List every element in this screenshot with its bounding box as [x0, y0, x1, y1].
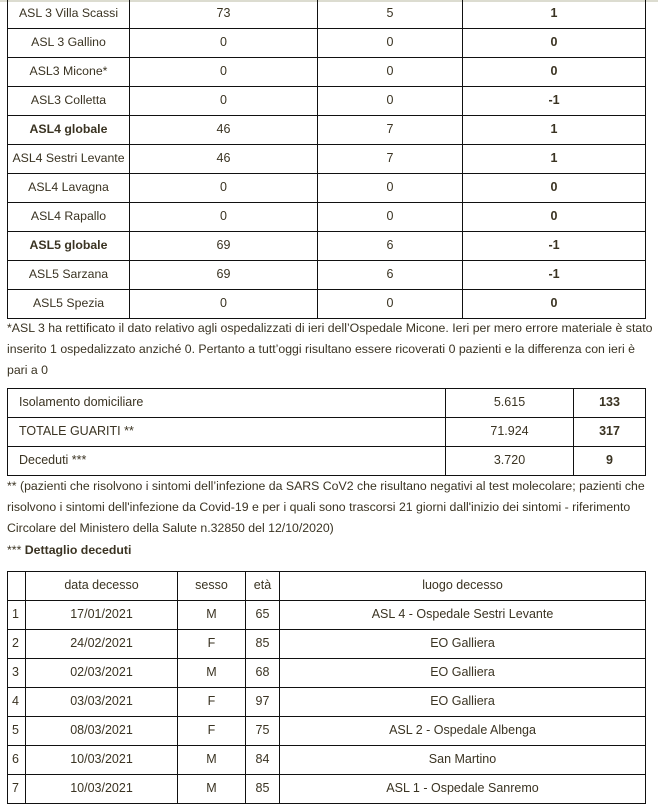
deaths-detail-heading — [7, 543, 131, 557]
summary-row — [8, 418, 646, 447]
hospital-name: ASL3 Colletta — [8, 87, 130, 116]
deaths-heading-prefix: *** — [7, 543, 22, 557]
death-num: 4 — [8, 688, 26, 717]
header-age: età — [246, 572, 280, 601]
hospital-value-2: 0 — [318, 29, 463, 58]
summary-label: Deceduti *** — [8, 447, 446, 476]
hospitalized-table — [7, 0, 646, 319]
death-num: 1 — [8, 601, 26, 630]
micone-correction-note: *ASL 3 ha rettificato il dato relativo agli ospedalizzati di ieri dell’Ospedale Micone. Ieri per mero errore materiale è stato inserito 1 ospedalizzato anziché 0. Pertanto a tutt’oggi risultano essere ricoverati 0 pazienti e la differenza con ieri è pari a 0 — [7, 321, 653, 377]
hospital-delta: 0 — [463, 174, 646, 203]
hospital-name: ASL4 Rapallo — [8, 203, 130, 232]
death-age: 85 — [246, 630, 280, 659]
hospital-row — [8, 87, 646, 116]
death-age: 85 — [246, 775, 280, 804]
death-num: 7 — [8, 775, 26, 804]
header-place: luogo decesso — [280, 572, 646, 601]
hospital-name: ASL 3 Villa Scassi — [8, 0, 130, 29]
deaths-heading-text: Dettaglio deceduti — [24, 543, 132, 557]
hospital-delta: -1 — [463, 261, 646, 290]
death-place: ASL 4 - Ospedale Sestri Levante — [280, 601, 646, 630]
death-row — [8, 717, 646, 746]
hospital-row — [8, 203, 646, 232]
death-sex: F — [178, 630, 246, 659]
death-date: 17/01/2021 — [26, 601, 178, 630]
hospital-value-2: 7 — [318, 116, 463, 145]
hospital-name: ASL5 globale — [8, 232, 130, 261]
death-date: 10/03/2021 — [26, 746, 178, 775]
death-age: 75 — [246, 717, 280, 746]
death-place: EO Galliera — [280, 630, 646, 659]
guariti-definition-note: ** (pazienti che risolvono i sintomi dell’infezione da SARS CoV2 che risultano negativi al test molecolare; pazienti che risolvono i sintomi dell'infezione da Covid-19 e per i quali sono trascorsi 21 giorni dall'inizio dei sintomi - riferimento Circolare del Ministero della Salute n.32850 del 12/10/2020) — [7, 479, 645, 535]
death-date: 03/03/2021 — [26, 688, 178, 717]
summary-label: TOTALE GUARITI ** — [8, 418, 446, 447]
hospital-delta: 0 — [463, 58, 646, 87]
death-place: EO Galliera — [280, 659, 646, 688]
hospital-name: ASL4 globale — [8, 116, 130, 145]
death-sex: M — [178, 746, 246, 775]
summary-delta: 133 — [574, 389, 646, 418]
header-date: data decesso — [26, 572, 178, 601]
hospital-row — [8, 261, 646, 290]
death-sex: F — [178, 717, 246, 746]
summary-total: 3.720 — [446, 447, 574, 476]
hospital-value-1: 0 — [130, 58, 318, 87]
hospital-delta: 1 — [463, 0, 646, 29]
header-sex: sesso — [178, 572, 246, 601]
summary-total: 5.615 — [446, 389, 574, 418]
hospital-row — [8, 116, 646, 145]
hospital-value-1: 0 — [130, 290, 318, 319]
death-age: 65 — [246, 601, 280, 630]
death-place: ASL 1 - Ospedale Sanremo — [280, 775, 646, 804]
summary-label: Isolamento domiciliare — [8, 389, 446, 418]
death-date: 24/02/2021 — [26, 630, 178, 659]
header-num — [8, 572, 26, 601]
hospital-value-2: 0 — [318, 290, 463, 319]
death-sex: M — [178, 601, 246, 630]
hospital-name: ASL5 Spezia — [8, 290, 130, 319]
hospital-value-1: 0 — [130, 29, 318, 58]
summary-table — [7, 388, 646, 476]
death-row — [8, 630, 646, 659]
hospital-delta: 1 — [463, 145, 646, 174]
hospital-name: ASL3 Micone* — [8, 58, 130, 87]
summary-row — [8, 389, 646, 418]
death-sex: F — [178, 688, 246, 717]
death-row — [8, 775, 646, 804]
death-sex: M — [178, 659, 246, 688]
hospital-value-2: 6 — [318, 261, 463, 290]
hospital-row — [8, 174, 646, 203]
hospital-name: ASL4 Sestri Levante — [8, 145, 130, 174]
hospital-delta: 0 — [463, 290, 646, 319]
hospital-name: ASL5 Sarzana — [8, 261, 130, 290]
summary-row — [8, 447, 646, 476]
death-num: 3 — [8, 659, 26, 688]
hospital-row — [8, 0, 646, 29]
death-num: 5 — [8, 717, 26, 746]
deaths-header-row — [8, 572, 646, 601]
deaths-detail-table — [7, 571, 646, 804]
hospital-name: ASL4 Lavagna — [8, 174, 130, 203]
death-row — [8, 659, 646, 688]
death-date: 02/03/2021 — [26, 659, 178, 688]
hospital-row — [8, 58, 646, 87]
summary-delta: 9 — [574, 447, 646, 476]
death-age: 68 — [246, 659, 280, 688]
hospital-row — [8, 232, 646, 261]
hospital-value-2: 7 — [318, 145, 463, 174]
hospital-delta: 0 — [463, 203, 646, 232]
hospital-delta: 1 — [463, 116, 646, 145]
death-sex: M — [178, 775, 246, 804]
death-age: 84 — [246, 746, 280, 775]
hospital-value-1: 46 — [130, 145, 318, 174]
death-num: 2 — [8, 630, 26, 659]
summary-total: 71.924 — [446, 418, 574, 447]
hospital-delta: -1 — [463, 232, 646, 261]
death-num: 6 — [8, 746, 26, 775]
death-date: 10/03/2021 — [26, 775, 178, 804]
hospital-value-2: 0 — [318, 58, 463, 87]
death-row — [8, 746, 646, 775]
summary-delta: 317 — [574, 418, 646, 447]
hospital-value-2: 6 — [318, 232, 463, 261]
hospital-value-2: 0 — [318, 174, 463, 203]
hospital-row — [8, 29, 646, 58]
hospital-delta: -1 — [463, 87, 646, 116]
hospital-row — [8, 145, 646, 174]
death-place: EO Galliera — [280, 688, 646, 717]
hospital-row — [8, 290, 646, 319]
hospital-value-2: 0 — [318, 87, 463, 116]
hospital-value-1: 0 — [130, 87, 318, 116]
death-row — [8, 601, 646, 630]
hospital-value-1: 46 — [130, 116, 318, 145]
hospital-name: ASL 3 Gallino — [8, 29, 130, 58]
hospital-value-2: 5 — [318, 0, 463, 29]
hospital-value-1: 0 — [130, 174, 318, 203]
hospital-value-1: 69 — [130, 261, 318, 290]
death-place: ASL 2 - Ospedale Albenga — [280, 717, 646, 746]
death-place: San Martino — [280, 746, 646, 775]
hospital-value-1: 0 — [130, 203, 318, 232]
death-date: 08/03/2021 — [26, 717, 178, 746]
hospital-delta: 0 — [463, 29, 646, 58]
hospital-value-2: 0 — [318, 203, 463, 232]
hospital-value-1: 73 — [130, 0, 318, 29]
hospital-value-1: 69 — [130, 232, 318, 261]
death-age: 97 — [246, 688, 280, 717]
death-row — [8, 688, 646, 717]
